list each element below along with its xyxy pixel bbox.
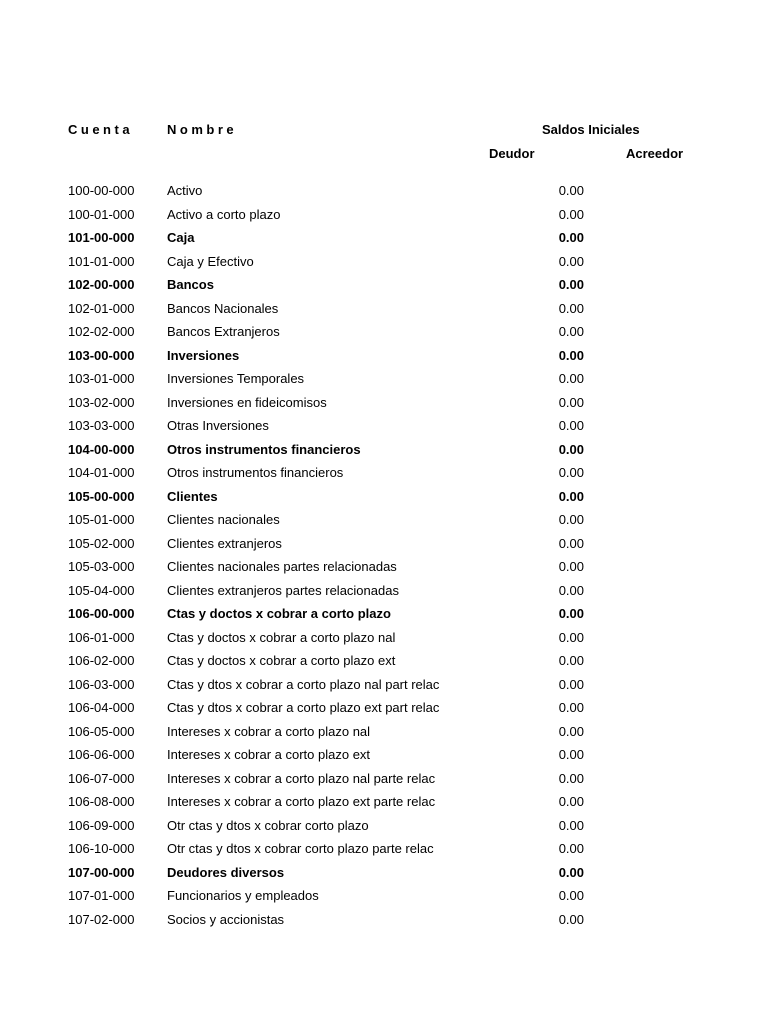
account-code: 105-03-000 — [68, 559, 135, 574]
deudor-value: 0.00 — [558, 747, 584, 762]
account-name: Clientes extranjeros partes relacionadas — [167, 582, 399, 598]
table-row — [0, 814, 768, 838]
deudor-value: 0.00 — [558, 441, 584, 457]
account-name: Bancos — [167, 277, 214, 292]
deudor-value: 0.00 — [558, 676, 584, 692]
deudor-value: 0.00 — [558, 465, 584, 480]
table-row — [0, 367, 768, 391]
account-code: 104-00-000 — [68, 441, 135, 457]
account-name: Intereses x cobrar a corto plazo ext — [167, 747, 371, 762]
table-row — [0, 720, 768, 744]
deudor-value: 0.00 — [558, 230, 584, 245]
table-row — [0, 696, 768, 720]
account-name: Activo a corto plazo — [167, 206, 281, 222]
table-row — [0, 743, 768, 767]
account-code: 106-02-000 — [68, 653, 135, 668]
account-name: Caja y Efectivo — [167, 253, 254, 269]
account-code: 102-02-000 — [68, 324, 135, 339]
deudor-value: 0.00 — [558, 864, 584, 880]
table-row — [0, 297, 768, 321]
account-name: Ctas y doctos x cobrar a corto plazo — [167, 606, 391, 621]
account-code: 107-00-000 — [68, 864, 135, 880]
deudor-value: 0.00 — [558, 653, 584, 668]
account-name: Clientes nacionales partes relacionadas — [167, 559, 397, 574]
account-name: Clientes — [167, 488, 218, 504]
table-row — [0, 673, 768, 697]
account-name: Ctas y dtos x cobrar a corto plazo nal part relac — [167, 676, 440, 692]
account-name: Inversiones Temporales — [167, 371, 305, 386]
deudor-value: 0.00 — [558, 888, 584, 903]
account-code: 106-09-000 — [68, 817, 135, 833]
table-row — [0, 485, 768, 509]
account-name: Intereses x cobrar a corto plazo nal — [167, 723, 371, 739]
table-row — [0, 649, 768, 673]
account-name: Intereses x cobrar a corto plazo nal parte relac — [167, 770, 436, 786]
account-code: 107-01-000 — [68, 888, 135, 903]
account-name: Socios y accionistas — [167, 911, 285, 927]
column-header-nombre: Nombre — [167, 122, 238, 137]
column-header-saldos-iniciales: Saldos Iniciales — [542, 122, 640, 137]
account-code: 106-00-000 — [68, 606, 135, 621]
deudor-value: 0.00 — [558, 911, 584, 927]
account-name: Clientes nacionales — [167, 512, 280, 527]
deudor-value: 0.00 — [558, 371, 584, 386]
account-code: 103-00-000 — [68, 347, 135, 363]
table-row — [0, 626, 768, 650]
table-row — [0, 602, 768, 626]
deudor-value: 0.00 — [558, 488, 584, 504]
account-code: 106-07-000 — [68, 770, 135, 786]
account-code: 101-00-000 — [68, 230, 135, 245]
account-name: Intereses x cobrar a corto plazo ext parte relac — [167, 794, 436, 809]
account-name: Otros instrumentos financieros — [167, 465, 344, 480]
account-code: 106-03-000 — [68, 676, 135, 692]
table-row — [0, 344, 768, 368]
account-name: Otr ctas y dtos x cobrar corto plazo — [167, 817, 369, 833]
account-code: 102-00-000 — [68, 277, 135, 292]
account-name: Ctas y doctos x cobrar a corto plazo nal — [167, 629, 396, 645]
deudor-value: 0.00 — [558, 535, 584, 551]
deudor-value: 0.00 — [558, 512, 584, 527]
column-header-cuenta: Cuenta — [68, 122, 134, 137]
table-row — [0, 391, 768, 415]
deudor-value: 0.00 — [558, 183, 584, 198]
account-name: Otr ctas y dtos x cobrar corto plazo parte relac — [167, 841, 434, 856]
table-row — [0, 767, 768, 791]
account-code: 105-02-000 — [68, 535, 135, 551]
column-header-deudor: Deudor — [489, 146, 535, 161]
deudor-value: 0.00 — [558, 700, 584, 715]
deudor-value: 0.00 — [558, 300, 584, 316]
table-row — [0, 908, 768, 932]
account-name: Inversiones en fideicomisos — [167, 394, 327, 410]
account-code: 102-01-000 — [68, 300, 135, 316]
deudor-value: 0.00 — [558, 606, 584, 621]
deudor-value: 0.00 — [558, 559, 584, 574]
deudor-value: 0.00 — [558, 347, 584, 363]
table-row — [0, 226, 768, 250]
table-row — [0, 555, 768, 579]
table-row — [0, 414, 768, 438]
table-row — [0, 320, 768, 344]
account-name: Caja — [167, 230, 195, 245]
account-name: Inversiones — [167, 347, 240, 363]
account-code: 106-06-000 — [68, 747, 135, 762]
table-row — [0, 884, 768, 908]
account-code: 105-01-000 — [68, 512, 135, 527]
account-code: 103-01-000 — [68, 371, 135, 386]
deudor-value: 0.00 — [558, 418, 584, 433]
deudor-value: 0.00 — [558, 817, 584, 833]
account-code: 104-01-000 — [68, 465, 135, 480]
table-row — [0, 861, 768, 885]
column-header-acreedor: Acreedor — [626, 146, 684, 161]
deudor-value: 0.00 — [558, 770, 584, 786]
account-code: 106-08-000 — [68, 794, 135, 809]
deudor-value: 0.00 — [558, 582, 584, 598]
table-row — [0, 532, 768, 556]
deudor-value: 0.00 — [558, 277, 584, 292]
account-name: Clientes extranjeros — [167, 535, 282, 551]
table-row — [0, 837, 768, 861]
account-name: Bancos Extranjeros — [167, 324, 280, 339]
deudor-value: 0.00 — [558, 723, 584, 739]
account-code: 103-03-000 — [68, 418, 135, 433]
table-row — [0, 438, 768, 462]
account-name: Ctas y dtos x cobrar a corto plazo ext part relac — [167, 700, 440, 715]
account-code: 106-04-000 — [68, 700, 135, 715]
account-code: 101-01-000 — [68, 253, 135, 269]
account-name: Otros instrumentos financieros — [167, 441, 361, 457]
table-row — [0, 273, 768, 297]
table-row — [0, 508, 768, 532]
table-row — [0, 179, 768, 203]
account-code: 106-05-000 — [68, 723, 135, 739]
account-code: 107-02-000 — [68, 911, 135, 927]
account-name: Otras Inversiones — [167, 418, 269, 433]
account-name: Ctas y doctos x cobrar a corto plazo ext — [167, 653, 396, 668]
accounts-table — [0, 179, 768, 931]
deudor-value: 0.00 — [558, 629, 584, 645]
table-row — [0, 250, 768, 274]
account-name: Bancos Nacionales — [167, 300, 279, 316]
account-name: Deudores diversos — [167, 864, 285, 880]
deudor-value: 0.00 — [558, 841, 584, 856]
table-row — [0, 461, 768, 485]
deudor-value: 0.00 — [558, 794, 584, 809]
account-code: 106-10-000 — [68, 841, 135, 856]
table-row — [0, 790, 768, 814]
table-row — [0, 579, 768, 603]
deudor-value: 0.00 — [558, 253, 584, 269]
deudor-value: 0.00 — [558, 394, 584, 410]
account-code: 100-01-000 — [68, 206, 135, 222]
account-code: 100-00-000 — [68, 183, 135, 198]
deudor-value: 0.00 — [558, 206, 584, 222]
deudor-value: 0.00 — [558, 324, 584, 339]
account-name: Funcionarios y empleados — [167, 888, 319, 903]
table-row — [0, 203, 768, 227]
account-code: 105-00-000 — [68, 488, 135, 504]
account-name: Activo — [167, 183, 203, 198]
account-code: 103-02-000 — [68, 394, 135, 410]
account-code: 105-04-000 — [68, 582, 135, 598]
account-code: 106-01-000 — [68, 629, 135, 645]
